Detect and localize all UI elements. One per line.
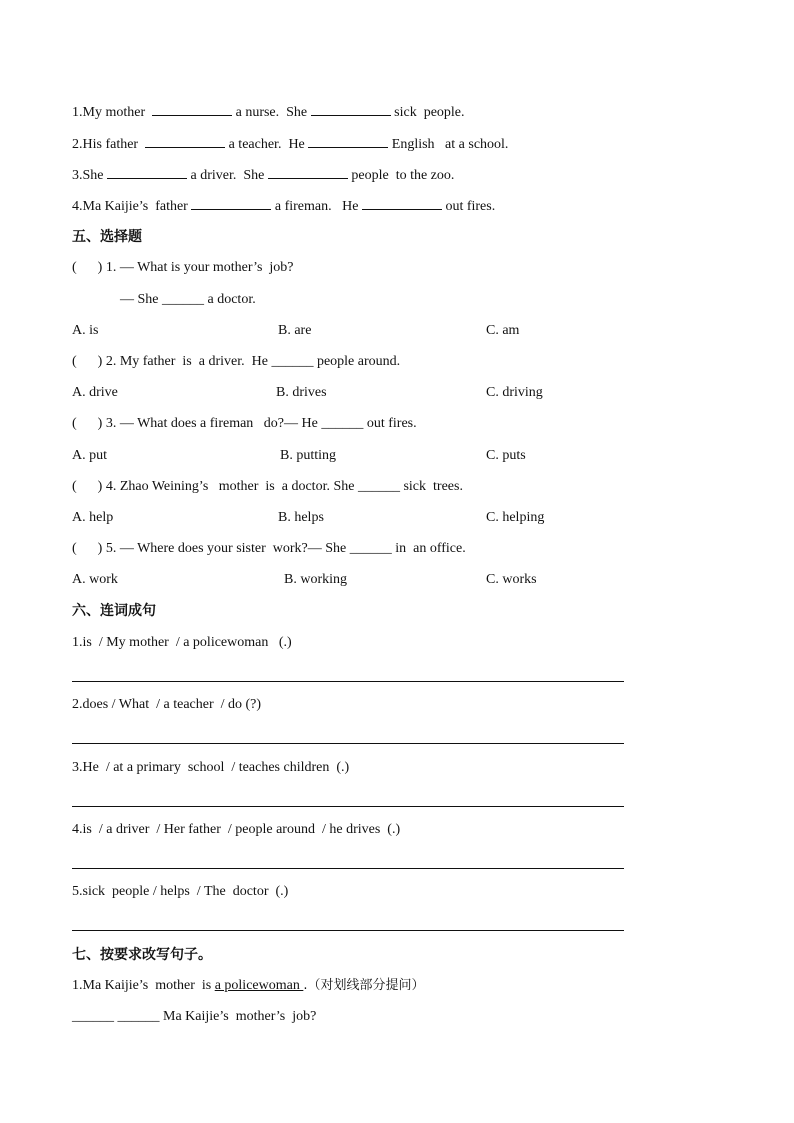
mc-question-4: ( ) 4. Zhao Weining’s mother is a doctor. She ______ sick trees. [72,479,463,494]
mc-option[interactable]: A. work [72,572,118,587]
fill-item-2: 2.His father a teacher. He English at a school. [72,137,509,152]
mc-option[interactable]: C. works [486,572,537,587]
answer-blank[interactable] [152,103,232,116]
word-order-item-3: 3.He / at a primary school / teaches children (.) [72,760,350,775]
mc-option[interactable]: B. drives [276,385,327,400]
answer-blank[interactable] [191,197,271,210]
mc-option[interactable]: A. help [72,510,114,525]
mc-question-1: ( ) 1. — What is your mother’s job? [72,260,294,275]
answer-blank[interactable] [145,135,225,148]
mc-option[interactable]: A. put [72,448,107,463]
answer-line[interactable] [72,806,624,807]
answer-line[interactable] [72,868,624,869]
word-order-item-4: 4.is / a driver / Her father / people around / he drives (.) [72,822,401,837]
word-order-item-5: 5.sick people / helps / The doctor (.) [72,884,289,899]
section-title-multiple-choice: 五、选择题 [72,229,142,245]
section-title-rewrite: 七、按要求改写句子。 [72,947,212,963]
answer-blank[interactable] [268,166,348,179]
underlined-phrase: a policewoman [214,978,304,993]
answer-line[interactable] [72,743,624,744]
section-title-word-order: 六、连词成句 [72,603,156,619]
mc-option[interactable]: B. are [278,323,312,338]
answer-blank[interactable] [311,103,391,116]
mc-option[interactable]: C. helping [486,510,545,525]
mc-option[interactable]: A. drive [72,385,118,400]
mc-option[interactable]: B. putting [280,448,337,463]
rewrite-item-1: 1.Ma Kaijie’s mother is a policewoman .（对划线部分提问） [72,978,425,993]
fill-item-4: 4.Ma Kaijie’s father a fireman. He out fires. [72,199,496,214]
mc-option[interactable]: A. is [72,323,99,338]
mc-option[interactable]: B. helps [278,510,324,525]
answer-line[interactable] [72,930,624,931]
mc-question-1-line2: — She ______ a doctor. [120,292,256,307]
mc-question-5: ( ) 5. — Where does your sister work?— She ______ in an office. [72,541,466,556]
mc-option[interactable]: C. puts [486,448,526,463]
mc-question-3: ( ) 3. — What does a fireman do?— He ______ out fires. [72,416,417,431]
fill-item-3: 3.She a driver. She people to the zoo. [72,168,455,183]
answer-blank[interactable] [362,197,442,210]
word-order-item-1: 1.is / My mother / a policewoman (.) [72,635,292,650]
word-order-item-2: 2.does / What / a teacher / do (?) [72,697,262,712]
mc-option[interactable]: C. am [486,323,520,338]
answer-blank[interactable] [308,135,388,148]
mc-option[interactable]: C. driving [486,385,543,400]
answer-blank[interactable] [107,166,187,179]
mc-option[interactable]: B. working [284,572,347,587]
rewrite-answer-1[interactable]: ______ ______ Ma Kaijie’s mother’s job? [72,1009,317,1024]
answer-line[interactable] [72,681,624,682]
mc-question-2: ( ) 2. My father is a driver. He ______ people around. [72,354,401,369]
fill-item-1: 1.My mother a nurse. She sick people. [72,105,465,120]
